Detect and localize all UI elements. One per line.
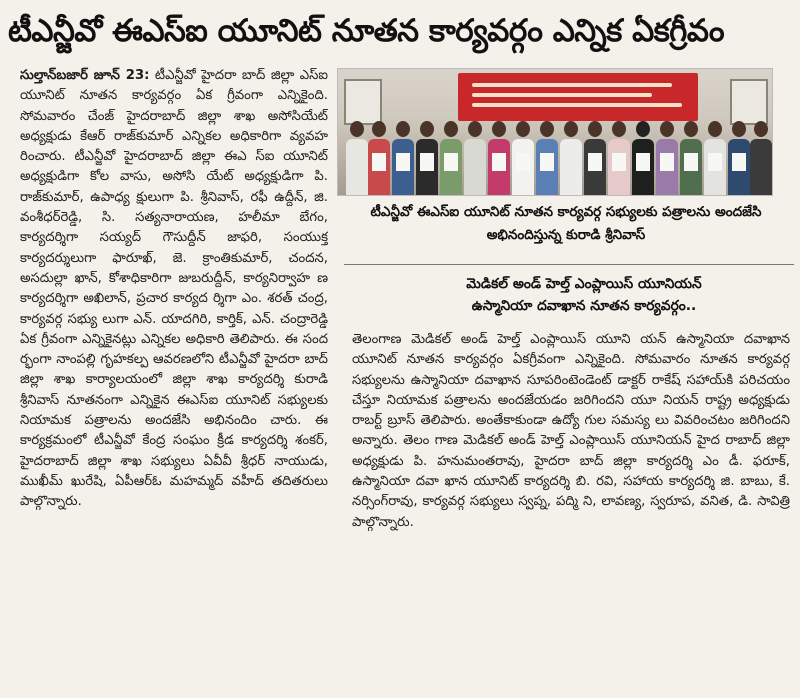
person (440, 121, 462, 195)
article-esi-body: టీఎన్జీవో హైదరా బాద్ జిల్లా ఎస్ఐ యూనిట్ నూతన కార్యవర్గం ఏక గ్రీవంగా ఎన్నికైంది. సోమవారం చేంజ్ హైదరాబాద్ జిల్లా శాఖ అసోసియేట్ అధ్యక్షుడు కేఆర్ రాజ్‌కుమార్ ఎన్నికల అధికారిగా వ్యవహ రించారు. టీఎన్జీవో హైదరాబాద్ జిల్లా ఈఎ స్ఐ యూనిట్ అధ్యక్షుడిగా కోల వాసు, అసోసి యేట్ అధ్యక్షుడిగా పి. రాజ్‌కుమార్, ఉపాధ్య క్షులుగా పి. శ్రీనివాస్, రఫీ ఉద్దీన్, జి. వంశీధర్‌రెడ్డి, సి. సత్యనారాయణ, హలీమా బేగం, కార్యదర్శిగా సయ్యద్ గౌసుద్దీన్ జాఫరి, సంయుక్త కార్యదర్శులుగా ఫారూఖ్, జె. క్రాంతికుమార్, చందన, అసదుల్లా ఖాన్, కోశాధికారిగా జుబరుద్దీన్, కార్యనిర్వాహ ణ కార్యదర్శిగా అఖిలాన్, ప్రచార కార్యద ర్శిగా ఎం. శరత్ చంద్ర, కార్యవర్గ సభ్యు లుగా ఎన్. యాదగిరి, కార్తిక్, ఎన్. చంద్రారెడ్డి ఏక గ్రీవంగా ఎన్నికైనట్లు ఎన్నికల అధికారి తెలిపారు. ఈ సంద ర్భంగా నాంపల్లి గృహకల్ప ఆవరణలోని టీఎన్జీవో హైదరా బాద్ జిల్లా శాఖ కార్యాలయంలో జిల్లా శాఖ కార్యదర్శి కురాడి శ్రీనివాస్ నూతనంగా ఎన్నికైన ఈఎస్ఐ యూనిట్ సభ్యులకు నియామక పత్రాలను అందజేసి అభినందిం చారు. ఈ కార్యక్రమంలో టీఎన్జీవో కేంద్ర సంఘం క్రీడ కార్యదర్శి శంకర్, హైదరాబాద్ జిల్లా శాఖ సభ్యులు ఏవీవీ శ్రీధర్ నాయుడు, ముఖీమ్ ఖురేషి, ఏపీఆర్ఓ మహమ్మద్ వహీద్ తదితరులు పాల్గొన్నారు. (20, 68, 328, 510)
person (728, 121, 750, 195)
person (536, 121, 558, 195)
person (416, 121, 438, 195)
article-medical-body: తెలంగాణ మెడికల్ అండ్ హెల్త్ ఎంప్లాయిస్ యూని యన్ ఉస్మానియా దవాఖాన యూనిట్ నూతన కార్యవర్గం ఏకగ్రీవంగా ఎన్నికైంది. సోమవారం నూతన కార్యవర్గ సభ్యులను ఉస్మానియా దవాఖాన సూపరింటెండెంట్ డాక్టర్ రాకేష్ సహాయ్‌కి పరిచయం చేస్తూ నియామక పత్రాలను అందజేయడం జరిగిందని యూ నియన్ రాష్ట్ర అధ్యక్షుడు రాబర్ట్ బ్రూస్ తెలిపారు. అంతేకాకుండా ఉద్యో గుల సమస్య లు వివరించటం జరిగిందని అన్నారు. తెలం గాణ మెడికల్ అండ్ హెల్త్ ఎంప్లాయిస్ యూనియన్ హైద రాబాద్ జిల్లా అధ్యక్షుడు పి. హనుమంతరావు, హైదరా బాద్ జిల్లా కార్యదర్శి ఎం డీ. ఫరూక్, ఉస్మానియా దవా ఖాన యూనిట్ కార్యదర్శి బి. రవి, సహాయ కార్యదర్శి జి. బాబు, కే. నర్సింగ్‌రావు, కార్యవర్గ సభ్యులు స్వప్న, పద్మి ని, లావణ్య, స్వరూప, వనిత, డి. సావిత్రి పాల్గొన్నారు. (352, 332, 790, 530)
main-headline: టీఎన్జీవో ఈఎస్ఐ యూనిట్ నూతన కార్యవర్గం ఎన్నిక ఏకగ్రీవం (8, 13, 725, 49)
person (392, 121, 414, 195)
article-medical-headline: మెడికల్ అండ్ హెల్త్ ఎంప్లాయిస్ యూనియన్ ఉస్మానియా దవాఖాన నూతన కార్యవర్గం.. (466, 276, 702, 314)
photo-caption: టీఎన్జీవో ఈఎస్ఐ యూనిట్ నూతన కార్యవర్గ సభ్యులకు పత్రాలను అందజేసి అభినందిస్తున్న కురాడి శ్రీనివాస్ (370, 204, 762, 243)
person (656, 121, 678, 195)
person (632, 121, 654, 195)
article-esi-unit (20, 66, 328, 696)
event-banner (458, 73, 698, 121)
dateline: సుల్తాన్‌బజార్ జూన్ 23: (20, 68, 150, 83)
person (368, 121, 390, 195)
person (584, 121, 606, 195)
person (488, 121, 510, 195)
person (704, 121, 726, 195)
person (346, 121, 368, 195)
window-left (344, 79, 382, 125)
person (750, 121, 772, 195)
person (560, 121, 582, 195)
person (464, 121, 486, 195)
person (512, 121, 534, 195)
window-right (730, 79, 768, 125)
person (608, 121, 630, 195)
group-photo (337, 68, 773, 196)
section-divider (344, 264, 794, 265)
person (680, 121, 702, 195)
